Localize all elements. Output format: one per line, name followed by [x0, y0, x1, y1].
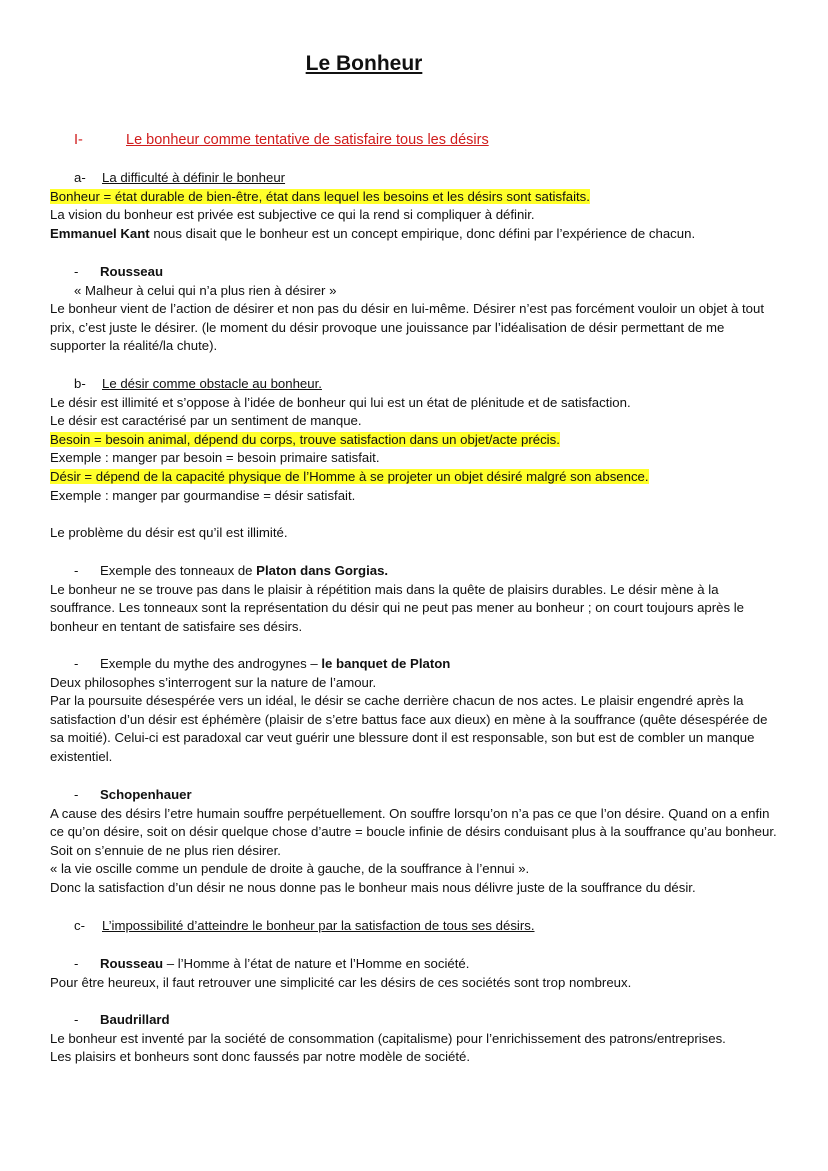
paragraph: Le désir est illimité et s’oppose à l’idée de bonheur qui lui est un état de plénitude et de satisfaction. — [50, 394, 631, 410]
page-title: Le Bonheur — [305, 52, 423, 75]
schopenhauer-heading: - Schopenhauer — [74, 787, 192, 802]
section-number: I- — [74, 132, 83, 148]
probleme-block — [50, 524, 780, 543]
paragraph: Le bonheur vient de l’action de désirer et non pas du désir en lui-même. Désirer n’est pas forcément vouloir un objet à tout prix, c’est juste le désirer. (le moment du désir provoque une jouissance par l’idéalisation de désir permettant de me supporter la réalité/la chute). — [50, 301, 764, 354]
platon-gorgias-block — [50, 562, 780, 636]
subsection-c-heading: c- L’impossibilité d’atteindre le bonheur par la satisfaction de tous ses désirs. — [74, 918, 535, 933]
paragraph: Le désir est caractérisé par un sentiment de manque. — [50, 413, 362, 429]
rousseau-block — [50, 263, 780, 356]
rousseau-heading: - Rousseau — [74, 264, 164, 279]
paragraph: Le bonheur ne se trouve pas dans le plaisir à répétition mais dans la quête de plaisirs durables. Le désir mène à la souffrance. Les tonneaux sont la représentation du désir qui ne peut pas mener au bonheur ; on court toujours après le bonheur en tentant de satisfaire ses désirs. — [50, 581, 745, 634]
subsection-b — [50, 375, 780, 505]
schopenhauer-quote: « la vie oscille comme un pendule de droite à gauche, de la souffrance à l’ennui ». — [50, 861, 530, 877]
rousseau-quote: « Malheur à celui qui n’a plus rien à désirer » — [74, 282, 337, 298]
paragraph: Exemple : manger par gourmandise = désir satisfait. — [50, 487, 356, 503]
subsection-a-heading: a- La difficulté à définir le bonheur — [74, 170, 286, 185]
subsection-c — [50, 917, 780, 936]
banquet-heading: - Exemple du mythe des androgynes – le banquet de Platon — [74, 656, 451, 671]
paragraph: Deux philosophes s’interrogent sur la nature de l’amour. — [50, 674, 377, 690]
paragraph: La vision du bonheur est privée est subjective ce qui la rend si compliquer à définir. — [50, 207, 535, 223]
rousseau-societe-heading: - Rousseau – l’Homme à l’état de nature et l’Homme en société. — [74, 956, 470, 971]
paragraph: Les plaisirs et bonheurs sont donc faussés par notre modèle de société. — [50, 1049, 471, 1065]
besoin-definition: Besoin = besoin animal, dépend du corps, trouve satisfaction dans un objet/acte précis. — [50, 431, 560, 447]
subsection-a — [50, 169, 780, 243]
baudrillard-heading: - Baudrillard — [74, 1012, 170, 1027]
platon-gorgias-heading: - Exemple des tonneaux de Platon dans Gorgias. — [74, 563, 389, 578]
banquet-block — [50, 655, 780, 767]
desir-definition: Désir = dépend de la capacité physique de l’Homme à se projeter un objet désiré malgré son absence. — [50, 468, 649, 484]
schopenhauer-block — [50, 786, 780, 898]
subsection-b-heading: b- Le désir comme obstacle au bonheur. — [74, 376, 322, 391]
section-title: Le bonheur comme tentative de satisfaire tous les désirs — [126, 132, 489, 148]
paragraph: A cause des désirs l’etre humain souffre perpétuellement. On souffre lorsqu’on n’a pas ce que l’on désire. Quand on a enfin ce qu’on désire, soit on désir quelque chose d’autre = boucle infinie de désirs conduisant plus à la souffrance qu’au bonheur. Soit on s’ennuie de ne plus rien désirer. — [50, 805, 777, 858]
paragraph: Le bonheur est inventé par la société de consommation (capitalisme) pour l’enrichissement des patrons/entreprises. — [50, 1030, 726, 1046]
rousseau-societe-block — [50, 955, 780, 992]
kant-paragraph: Emmanuel Kant nous disait que le bonheur est un concept empirique, donc défini par l’expérience de chacun. — [50, 225, 696, 241]
bonheur-definition: Bonheur = état durable de bien-être, état dans lequel les besoins et les désirs sont satisfaits. — [50, 188, 590, 204]
paragraph: Par la poursuite désespérée vers un idéal, le désir se cache derrière chacun de nos actes. Le plaisir engendré après la satisfaction d’un désir est éphémère (plaisir de s’etre battus face aux dieux) en mène à la souffrance (quête désespérée de sa moitié). Celui-ci est paradoxal car veut guérir une blessure dont il est responsable, son but est de combler un manque existentiel. — [50, 693, 768, 764]
section-heading-1 — [74, 131, 489, 150]
paragraph: Donc la satisfaction d’un désir ne nous donne pas le bonheur mais nous délivre juste de la souffrance du désir. — [50, 879, 696, 895]
paragraph: Pour être heureux, il faut retrouver une simplicité car les désirs de ces sociétés sont trop nombreux. — [50, 974, 632, 990]
paragraph: Exemple : manger par besoin = besoin primaire satisfait. — [50, 450, 380, 466]
paragraph: Le problème du désir est qu’il est illimité. — [50, 525, 288, 540]
baudrillard-block — [50, 1011, 780, 1067]
